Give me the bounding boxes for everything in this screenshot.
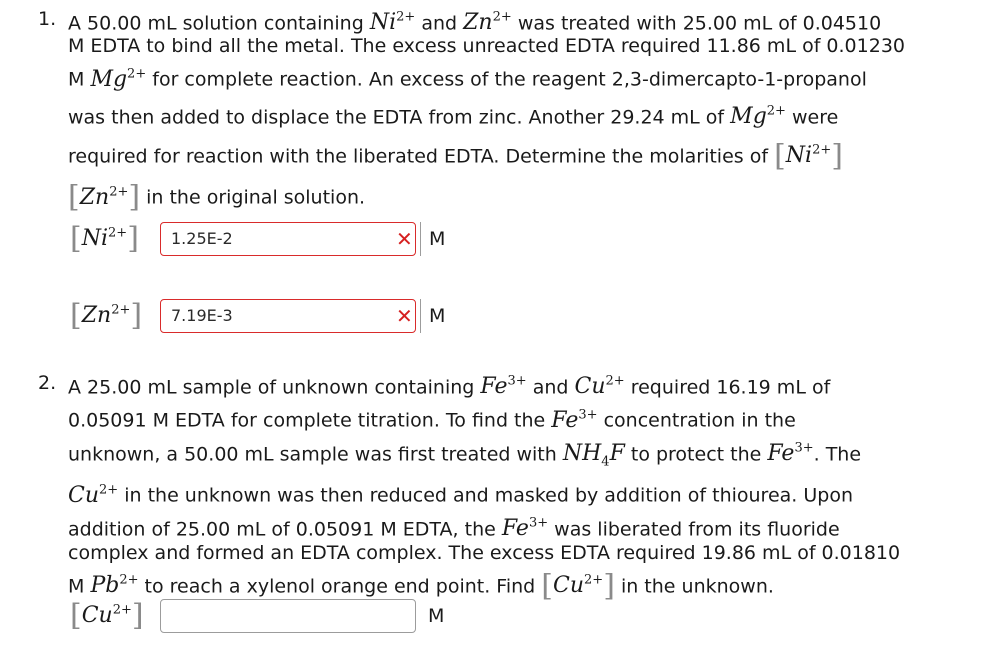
unit-label: M [429, 227, 446, 250]
answer-row-ni [70, 221, 445, 256]
answer-row-zn [70, 298, 445, 333]
unit-label: M [428, 604, 445, 627]
question-1 [38, 4, 958, 215]
zn-answer-input[interactable]: 7.19E-3 [160, 299, 416, 333]
ni-answer-input[interactable]: 1.25E-2 [160, 222, 416, 256]
incorrect-x-icon: ✕ [396, 303, 413, 328]
question-2 [38, 368, 958, 604]
answer-label-cu: $[Cu^{2+}]$ [70, 598, 144, 633]
unit-divider [420, 222, 421, 256]
question-text: A 25.00 mL sample of unknown containing $Fe^{3+}$ and $Cu^{2+}$ required 16.19 mL of 0.05091 M EDTA for complete titration. To find the $Fe^{3+}$ concentration in the unknown, a 50.00 mL sample was first treated with $NH_4F$ to protect the $Fe^{3+}$. The $Cu^{2+}$ in the unknown was then reduced and masked by addition of thiourea. Upon addition of 25.00 mL of 0.05091 M EDTA, the $Fe^{3+}$ was liberated from its fluoride complex and formed an EDTA complex. The excess EDTA required 19.86 mL of 0.01810 M $Pb^{2+}$ to reach a xylenol orange end point. Find $[Cu^{2+}]$ in the unknown. [68, 374, 901, 604]
unit-divider [420, 299, 421, 333]
cu-answer-input[interactable] [160, 599, 416, 633]
answer-row-cu [70, 598, 444, 633]
answer-label-ni: $[Ni^{2+}]$ [70, 221, 139, 256]
answer-label-zn: $[Zn^{2+}]$ [70, 298, 143, 333]
question-number: 2. [38, 372, 57, 394]
question-number: 1. [38, 8, 57, 30]
unit-label: M [429, 304, 446, 327]
incorrect-x-icon: ✕ [396, 226, 413, 251]
question-text: A 50.00 mL solution containing $Ni^{2+}$ and $Zn^{2+}$ was treated with 25.00 mL of 0.04510 M EDTA to bind all the metal. The excess unreacted EDTA required 11.86 mL of 0.01230 M $Mg^{2+}$ for complete reaction. An excess of the reagent 2,3-dimercapto-1-propanol was then added to displace the EDTA from zinc. Another 29.24 mL of $Mg^{2+}$ were required for reaction with the liberated EDTA. Determine the molarities of $[Ni^{2+}]$ $[Zn^{2+}]$ in the original solution. [68, 10, 905, 215]
